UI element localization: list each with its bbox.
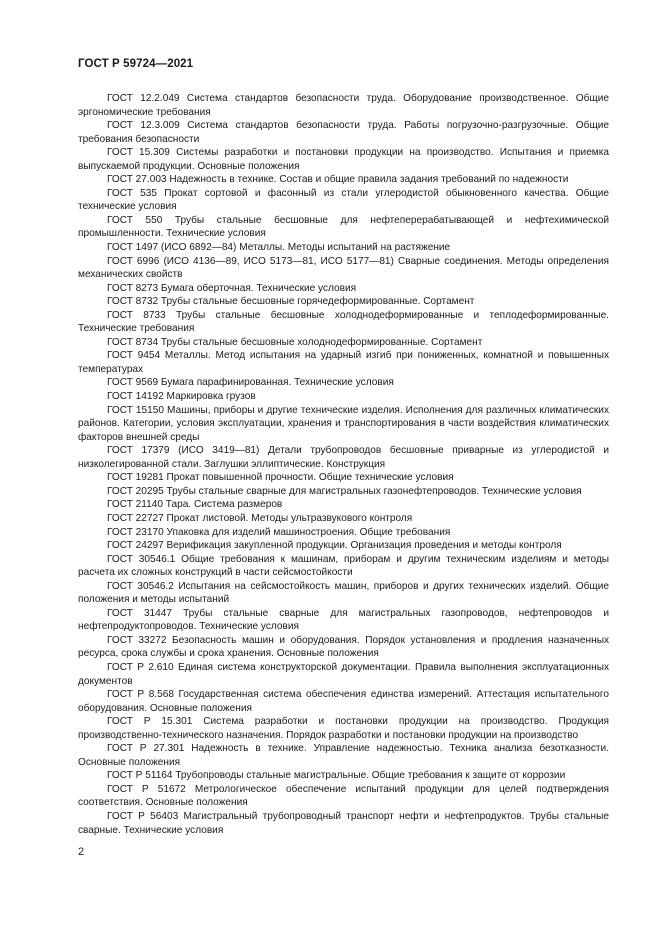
reference-item: ГОСТ 8273 Бумага оберточная. Технические условия: [107, 282, 357, 294]
reference-item: ГОСТ Р 8.568 Государственная система обеспечения единства измерений. Аттестация испытательного оборудования. Основные положения: [78, 689, 609, 714]
reference-item: ГОСТ 9569 Бумага парафинированная. Технические условия: [107, 377, 394, 389]
normative-references-list: [78, 92, 609, 837]
reference-item: ГОСТ Р 15.301 Система разработки и постановки продукции на производство. Продукция производственно-технического назначения. Порядок разработки и постановки продукции на производство: [78, 716, 609, 741]
reference-item: ГОСТ 30546.2 Испытания на сейсмостойкость машин, приборов и других технических изделий. Общие положения и методы испытаний: [78, 580, 609, 606]
reference-item: ГОСТ 8734 Трубы стальные бесшовные холоднодеформированные. Сортамент: [107, 336, 483, 348]
reference-item: ГОСТ 6996 (ИСО 4136—89, ИСО 5173—81, ИСО 5177—81) Сварные соединения. Методы определения механических свойств: [78, 255, 609, 281]
reference-item: ГОСТ 8733 Трубы стальные бесшовные холоднодеформированные и теплодеформированные. Технические требования: [78, 309, 609, 335]
reference-item: ГОСТ 8732 Трубы стальные бесшовные горячедеформированные. Сортамент: [107, 296, 475, 308]
reference-item: ГОСТ 19281 Прокат повышенной прочности. Общие технические условия: [107, 472, 454, 484]
reference-item: ГОСТ Р 2.610 Единая система конструкторской документации. Правила выполнения эксплуатационных документов: [78, 661, 609, 687]
reference-item: ГОСТ Р 51672 Метрологическое обеспечение испытаний продукции для целей подтверждения соответствия. Основные положения: [78, 783, 609, 809]
reference-item: ГОСТ 23170 Упаковка для изделий машиностроения. Общие требования: [107, 526, 451, 538]
reference-item: ГОСТ 535 Прокат сортовой и фасонный из стали углеродистой обыкновенного качества. Общие технические условия: [78, 187, 609, 213]
reference-item: ГОСТ Р 27.301 Надежность в технике. Управление надежностью. Техника анализа безотказности. Основные положения: [78, 743, 609, 768]
reference-item: ГОСТ 24297 Верификация закупленной продукции. Организация проведения и методы контроля: [107, 540, 562, 552]
reference-item: ГОСТ 1497 (ИСО 6892—84) Металлы. Методы испытаний на растяжение: [107, 242, 451, 254]
reference-item: ГОСТ 550 Трубы стальные бесшовные для нефтеперерабатывающей и нефтехимической промышленности. Технические условия: [78, 214, 609, 240]
reference-item: ГОСТ 20295 Трубы стальные сварные для магистральных газонефтепроводов. Технические условия: [107, 485, 582, 497]
reference-item: ГОСТ 15150 Машины, приборы и другие технические изделия. Исполнения для различных климатических районов. Категории, условия эксплуатации, хранения и транспортирования в части воздействия климатических факторов внешней среды: [78, 404, 609, 443]
reference-item: ГОСТ 31447 Трубы стальные сварные для магистральных газопроводов, нефтепроводов и нефтепродуктопроводов. Технические условия: [78, 607, 609, 633]
reference-item: ГОСТ 22727 Прокат листовой. Методы ультразвукового контроля: [107, 512, 413, 524]
reference-item: ГОСТ 15.309 Системы разработки и постановки продукции на производство. Испытания и приемка выпускаемой продукции. Основные положения: [78, 147, 609, 172]
reference-item: ГОСТ Р 51164 Трубопроводы стальные магистральные. Общие требования к защите от коррозии: [107, 770, 566, 782]
reference-item: ГОСТ 14192 Маркировка грузов: [107, 391, 256, 403]
reference-item: ГОСТ 12.2.049 Система стандартов безопасности труда. Оборудование производственное. Общие эргономические требования: [78, 93, 609, 118]
reference-item: ГОСТ 21140 Тара. Система размеров: [107, 499, 283, 511]
reference-item: ГОСТ Р 56403 Магистральный трубопроводный транспорт нефти и нефтепродуктов. Трубы стальные сварные. Технические условия: [78, 810, 609, 836]
reference-item: ГОСТ 33272 Безопасность машин и оборудования. Порядок установления и продления назначенных ресурса, срока службы и срока хранения. Основные положения: [78, 634, 609, 660]
document-header-code: ГОСТ Р 59724—2021: [78, 58, 194, 70]
reference-item: ГОСТ 27.003 Надежность в технике. Состав и общие правила задания требований по надежности: [107, 174, 569, 186]
reference-item: ГОСТ 30546.1 Общие требования к машинам, приборам и другим техническим изделиям и методы расчета их сложных конструкций в части сейсмостойкости: [78, 553, 609, 579]
page-number: 2: [78, 846, 85, 858]
reference-item: ГОСТ 9454 Металлы. Метод испытания на ударный изгиб при пониженных, комнатной и повышенных температурах: [78, 350, 609, 375]
reference-item: ГОСТ 17379 (ИСО 3419—81) Детали трубопроводов бесшовные приварные из углеродистой и низколегированной стали. Заглушки эллиптические. Конструкция: [78, 445, 609, 470]
reference-item: ГОСТ 12.3.009 Система стандартов безопасности труда. Работы погрузочно-разгрузочные. Общие требования безопасности: [78, 120, 609, 145]
